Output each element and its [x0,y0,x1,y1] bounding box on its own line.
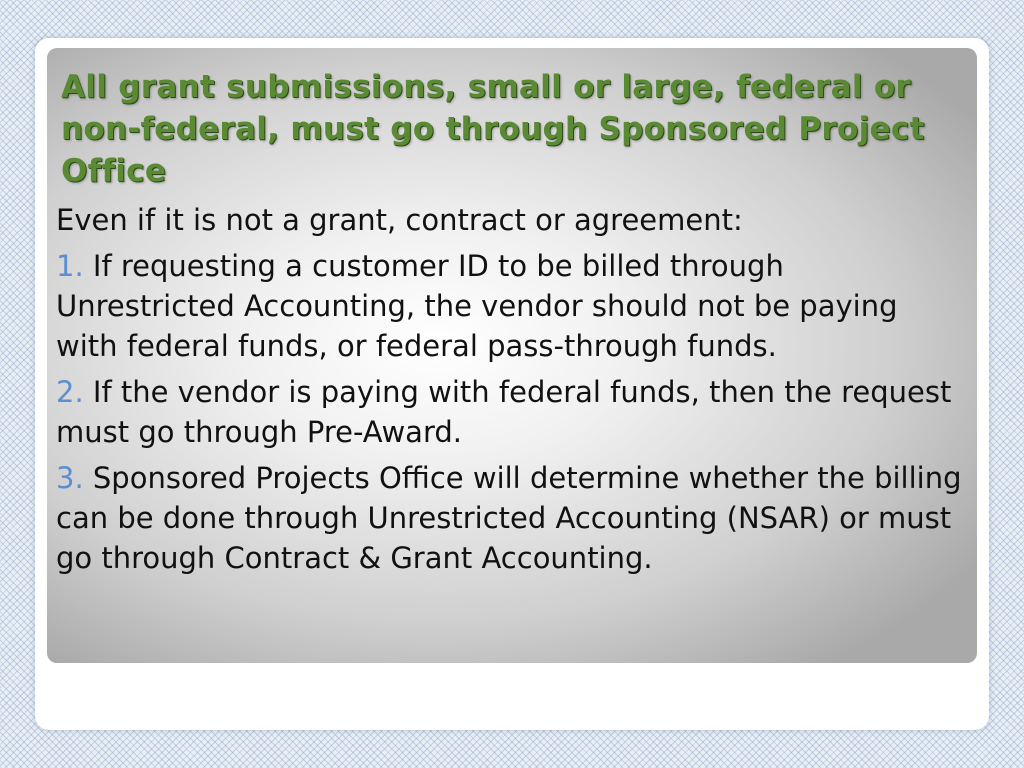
list-item-text: If requesting a customer ID to be billed through Unrestricted Accounting, the vendor should not be paying with federal funds, or federal pass-through funds. [56,249,898,363]
slide-content-panel [47,48,977,663]
list-item-1 [56,246,966,366]
list-item-text: Sponsored Projects Office will determine whether the billing can be done through Unrestricted Accounting (NSAR) or must go through Contract & Grant Accounting. [56,461,962,575]
intro-text: Even if it is not a grant, contract or agreement: [56,203,743,237]
list-item-text: If the vendor is paying with federal funds, then the request must go through Pre-Award. [56,375,952,449]
list-item-3 [56,458,966,578]
list-item-number: 2. [56,375,84,409]
list-item-number: 1. [56,249,84,283]
list-item-number: 3. [56,461,84,495]
slide-body [56,200,966,584]
slide-title: All grant submissions, small or large, federal or non-federal, must go through Sponsored Project Office [61,69,925,189]
list-item-2 [56,372,966,452]
